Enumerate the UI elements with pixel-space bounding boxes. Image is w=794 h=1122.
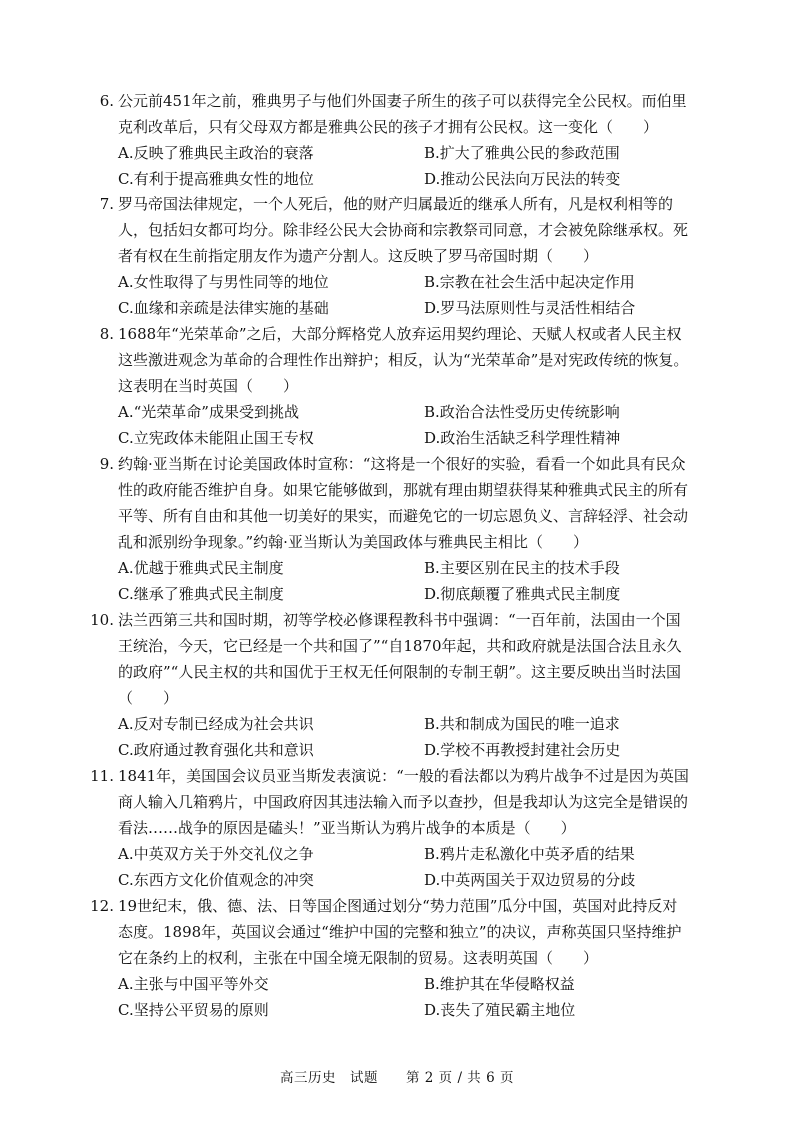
- option-a: A.反对专制已经成为社会共识: [118, 715, 314, 733]
- option-c: C.血缘和亲疏是法律实施的基础: [118, 299, 329, 317]
- question-text: 法兰西第三共和国时期，初等学校必修课程教科书中强调：“一百年前，法国由一个国王统治，今天，它已经是一个共和国了”“自1870年起，共和政府就是法国合法且永久的政府”“人民主权的共和国优于王权无任何限制的专制王朝”。这主要反映出当时法国（ ）: [118, 611, 682, 707]
- question-number: 6.: [99, 92, 114, 110]
- question-9: [0, 451, 794, 607]
- option-a: A.反映了雅典民主政治的衰落: [118, 144, 314, 162]
- question-6: [0, 88, 794, 192]
- option-d: D.丧失了殖民霸主地位: [424, 1001, 576, 1019]
- question-number: 11.: [90, 767, 114, 785]
- option-b: B.维护其在华侵略权益: [424, 975, 575, 993]
- question-number: 12.: [90, 897, 114, 915]
- option-c: C.政府通过教育强化共和意识: [118, 741, 314, 759]
- question-stem: [0, 451, 794, 555]
- option-a: A.主张与中国平等外交: [118, 975, 269, 993]
- option-b: B.政治合法性受历史传统影响: [424, 403, 620, 421]
- option-a: A.中英双方关于外交礼仪之争: [118, 845, 314, 863]
- options: [118, 399, 794, 451]
- question-7: [0, 191, 794, 321]
- option-c: C.坚持公平贸易的原则: [118, 1001, 269, 1019]
- option-d: D.罗马法原则性与灵活性相结合: [424, 299, 636, 317]
- question-stem: [0, 88, 794, 140]
- question-number: 8.: [99, 325, 114, 343]
- question-stem: [0, 763, 794, 841]
- options: [118, 140, 794, 192]
- question-stem: [0, 191, 794, 269]
- question-number: 9.: [99, 455, 114, 473]
- option-a: A.女性取得了与男性同等的地位: [118, 273, 329, 291]
- question-stem: [0, 607, 794, 711]
- options: [118, 269, 794, 321]
- option-a: A.“光荣革命”成果受到挑战: [118, 403, 299, 421]
- options: [118, 555, 794, 607]
- option-b: B.宗教在社会生活中起决定作用: [424, 273, 635, 291]
- question-text: 1688年“光荣革命”之后，大部分辉格党人放弃运用契约理论、天赋人权或者人民主权这些激进观念为革命的合理性作出辩护；相反，认为“光荣革命”是对宪政传统的恢复。这表明在当时英国（ ）: [118, 325, 689, 395]
- options: [118, 841, 794, 893]
- option-c: C.东西方文化价值观念的冲突: [118, 871, 314, 889]
- question-11: [0, 763, 794, 893]
- page-footer: 高三历史 试题 第 2 页 / 共 6 页: [280, 1070, 514, 1086]
- question-number: 10.: [90, 611, 114, 629]
- option-d: D.彻底颠覆了雅典式民主制度: [424, 585, 621, 603]
- question-text: 19世纪末，俄、德、法、日等国企图通过划分“势力范围”瓜分中国，英国对此持反对态度。1898年，英国议会通过“维护中国的完整和独立”的决议，声称英国只坚持维护它在条约上的权利，主张在中国全境无限制的贸易。这表明英国（ ）: [118, 897, 682, 967]
- question-text: 1841年，美国国会议员亚当斯发表演说：“一般的看法都以为鸦片战争不过是因为英国商人输入几箱鸦片，中国政府因其违法输入而予以查抄，但是我却认为这完全是错误的看法……战争的原因是磕头！”亚当斯认为鸦片战争的本质是（ ）: [118, 767, 689, 837]
- options: [118, 971, 794, 1023]
- options: [118, 711, 794, 763]
- question-number: 7.: [99, 195, 114, 213]
- question-8: [0, 321, 794, 451]
- question-stem: [0, 893, 794, 971]
- option-d: D.政治生活缺乏科学理性精神: [424, 429, 621, 447]
- question-text: 约翰·亚当斯在讨论美国政体时宣称：“这将是一个很好的实验，看看一个如此具有民众性的政府能否维护自身。如果它能够做到，那就有理由期望获得某种雅典式民主的所有平等、所有自由和其他一切美好的果实，而避免它的一切忘恩负义、言辞轻浮、社会动乱和派别纷争现象。”约翰·亚当斯认为美国政体与雅典民主相比（ ）: [118, 455, 689, 551]
- option-c: C.继承了雅典式民主制度: [118, 585, 284, 603]
- question-text: 罗马帝国法律规定，一个人死后，他的财产归属最近的继承人所有，凡是权利相等的人，包括妇女都可均分。除非经公民大会协商和宗教祭司同意，才会被免除继承权。死者有权在生前指定朋友作为遗产分割人。这反映了罗马帝国时期（ ）: [118, 195, 689, 265]
- option-a: A.优越于雅典式民主制度: [118, 559, 284, 577]
- option-b: B.共和制成为国民的唯一追求: [424, 715, 620, 733]
- option-b: B.扩大了雅典公民的参政范围: [424, 144, 620, 162]
- question-10: [0, 607, 794, 763]
- option-b: B.鸦片走私激化中英矛盾的结果: [424, 845, 635, 863]
- question-stem: [0, 321, 794, 399]
- question-12: [0, 893, 794, 1023]
- option-d: D.推动公民法向万民法的转变: [424, 170, 621, 188]
- option-c: C.有利于提高雅典女性的地位: [118, 170, 314, 188]
- question-text: 公元前451年之前，雅典男子与他们外国妻子所生的孩子可以获得完全公民权。而伯里克利改革后，只有父母双方都是雅典公民的孩子才拥有公民权。这一变化（ ）: [118, 92, 687, 136]
- option-c: C.立宪政体未能阻止国王专权: [118, 429, 314, 447]
- option-d: D.中英两国关于双边贸易的分歧: [424, 871, 636, 889]
- option-d: D.学校不再教授封建社会历史: [424, 741, 621, 759]
- option-b: B.主要区别在民主的技术手段: [424, 559, 620, 577]
